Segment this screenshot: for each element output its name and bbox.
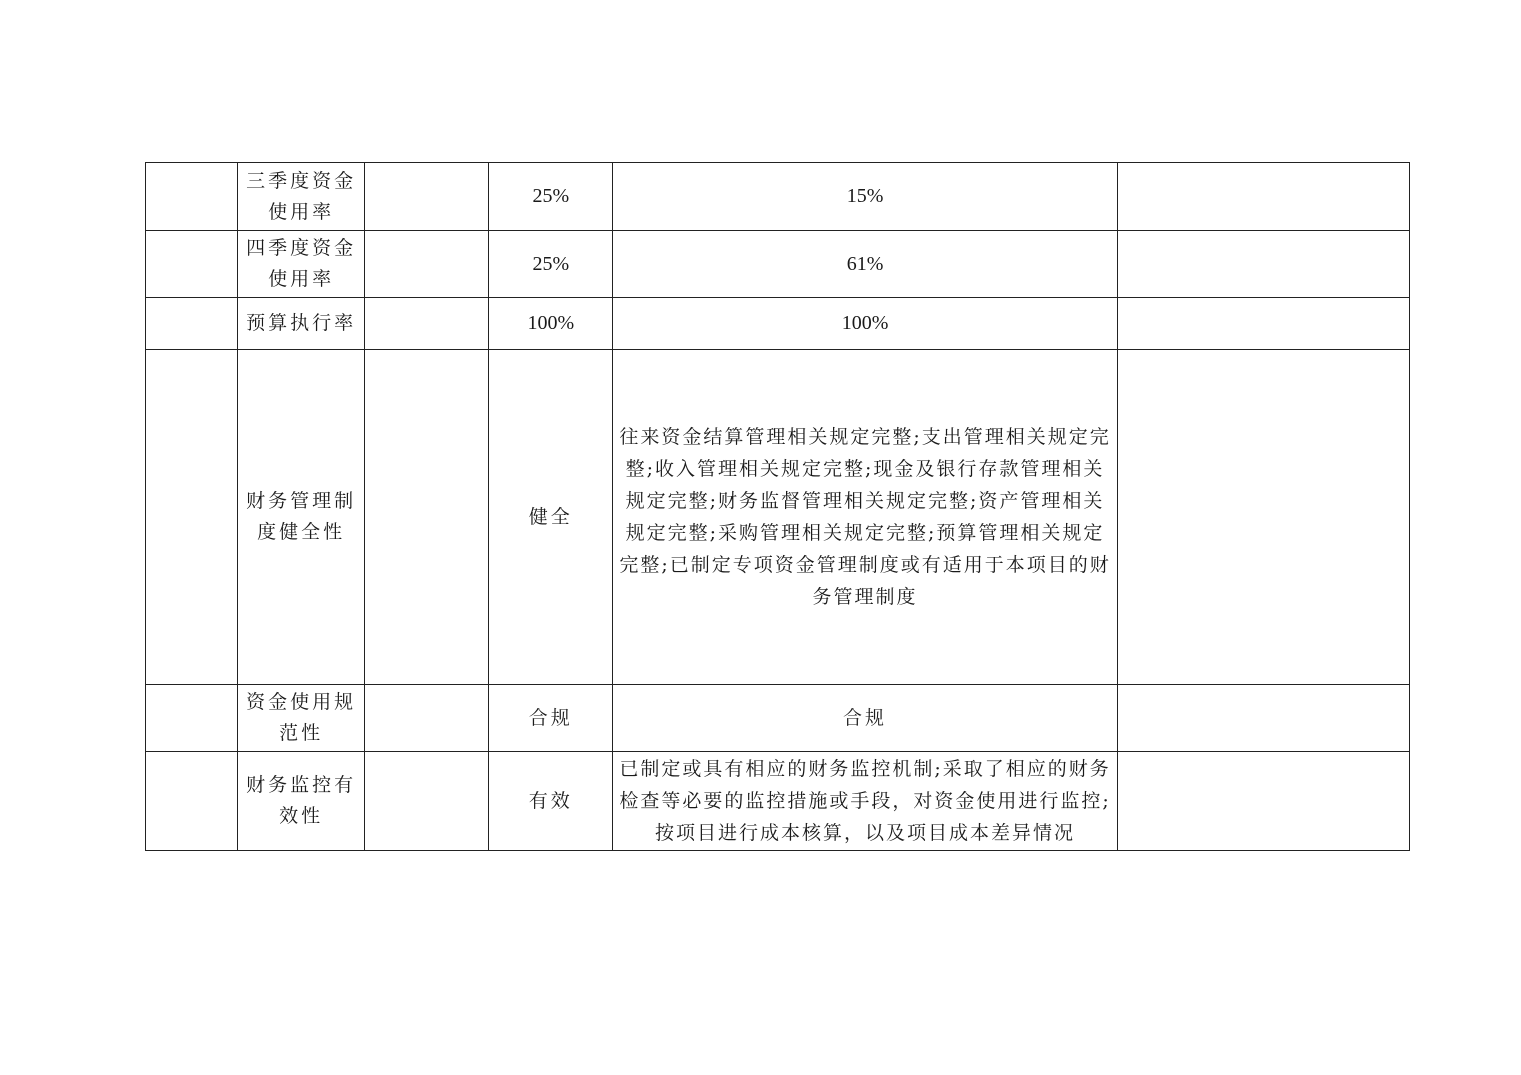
blank-cell [365, 752, 489, 851]
indicator-cell: 三季度资金使用率 [238, 163, 365, 231]
table-row [146, 685, 1410, 752]
blank-cell [146, 752, 238, 851]
indicator-cell: 预算执行率 [238, 298, 365, 350]
blank-cell [146, 685, 238, 752]
indicator-cell: 资金使用规范性 [238, 685, 365, 752]
table-row [146, 231, 1410, 298]
blank-cell [146, 298, 238, 350]
remark-cell [1117, 752, 1409, 851]
blank-cell [146, 231, 238, 298]
remark-cell [1117, 350, 1409, 685]
blank-cell [365, 163, 489, 231]
indicator-cell: 四季度资金使用率 [238, 231, 365, 298]
table-row [146, 163, 1410, 231]
remark-cell [1117, 298, 1409, 350]
target-value-cell: 100% [489, 298, 613, 350]
actual-value-cell: 61% [613, 231, 1117, 298]
table-row [146, 350, 1410, 685]
remark-cell [1117, 231, 1409, 298]
indicator-cell: 财务管理制度健全性 [238, 350, 365, 685]
table-row [146, 298, 1410, 350]
target-value-cell: 合规 [489, 685, 613, 752]
blank-cell [365, 298, 489, 350]
table-row [146, 752, 1410, 851]
target-value-cell: 25% [489, 163, 613, 231]
blank-cell [365, 231, 489, 298]
target-value-cell: 健全 [489, 350, 613, 685]
blank-cell [365, 685, 489, 752]
indicator-cell: 财务监控有效性 [238, 752, 365, 851]
remark-cell [1117, 685, 1409, 752]
remark-cell [1117, 163, 1409, 231]
blank-cell [146, 163, 238, 231]
target-value-cell: 25% [489, 231, 613, 298]
actual-value-cell: 往来资金结算管理相关规定完整;支出管理相关规定完整;收入管理相关规定完整;现金及银行存款管理相关规定完整;财务监督管理相关规定完整;资产管理相关规定完整;采购管理相关规定完整;预算管理相关规定完整;已制定专项资金管理制度或有适用于本项目的财务管理制度 [613, 350, 1117, 685]
performance-indicator-table [145, 162, 1410, 851]
actual-value-cell: 合规 [613, 685, 1117, 752]
blank-cell [365, 350, 489, 685]
target-value-cell: 有效 [489, 752, 613, 851]
actual-value-cell: 100% [613, 298, 1117, 350]
actual-value-cell: 15% [613, 163, 1117, 231]
blank-cell [146, 350, 238, 685]
actual-value-cell: 已制定或具有相应的财务监控机制;采取了相应的财务检查等必要的监控措施或手段，对资金使用进行监控;按项目进行成本核算，以及项目成本差异情况 [613, 752, 1117, 851]
